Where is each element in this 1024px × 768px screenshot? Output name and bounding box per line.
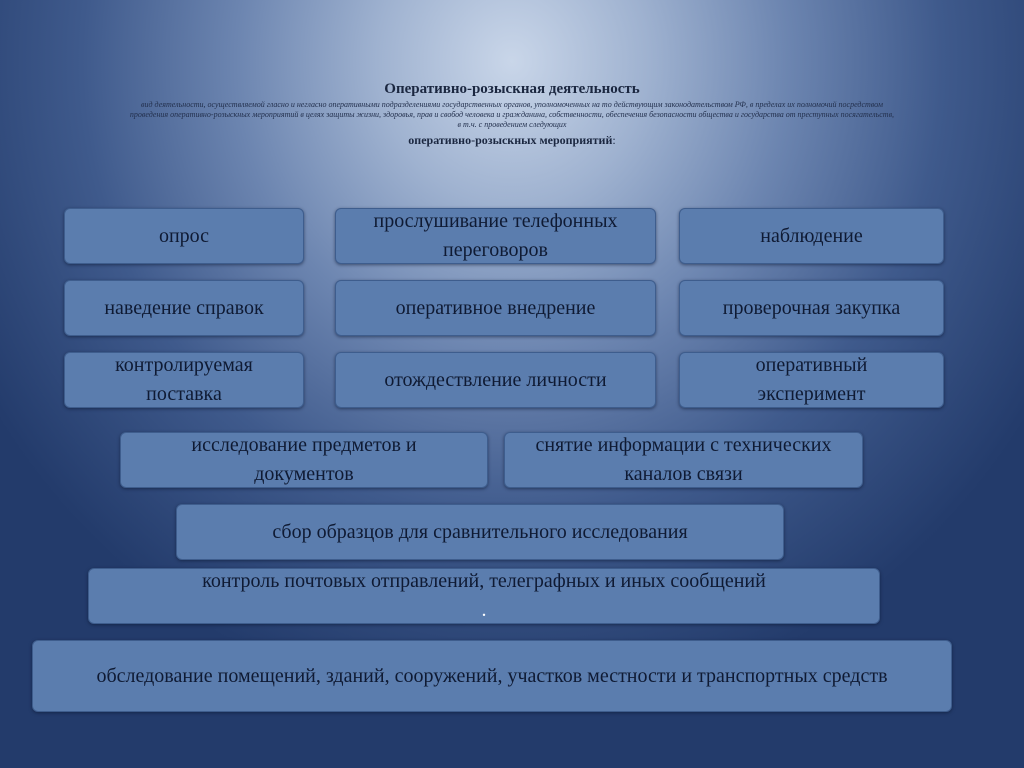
- activity-label: наблюдение: [760, 224, 863, 247]
- subtitle: [40, 132, 984, 148]
- activity-box-observation: [679, 208, 944, 264]
- activity-box-tech-channels: [504, 432, 863, 488]
- page-title: Оперативно-розыскная деятельность: [384, 81, 640, 97]
- heading: [40, 80, 984, 148]
- activity-box-inspection: [32, 640, 952, 712]
- activity-label-text: контроль почтовых отправлений, телеграфных и иных сообщений: [202, 570, 766, 592]
- activity-label: опрос: [158, 224, 210, 247]
- activity-label: прослушивание телефонных переговоров: [373, 210, 618, 261]
- definition-line: проведения оперативно-розыскных мероприятий в целях защиты жизни, здоровья, прав и свобод человека и гражданина, собственности, обеспечения безопасности общества и государства от преступных посягательств,: [129, 110, 895, 119]
- activity-label: обследование помещений, зданий, сооружений, участков местности и транспортных средств: [96, 664, 888, 687]
- activity-label: сбор образцов для сравнительного исследования: [272, 520, 688, 543]
- activity-label: контролируемая поставка: [115, 354, 253, 405]
- definition-line: в т.ч. с проведением следующих: [457, 120, 567, 129]
- activity-box-controlled-delivery: [64, 352, 304, 408]
- activity-box-samples: [176, 504, 784, 560]
- activity-label: [202, 567, 766, 625]
- activity-box-inquiries: [64, 280, 304, 336]
- activity-box-survey: [64, 208, 304, 264]
- definition-line: вид деятельности, осуществляемой гласно и негласно оперативными подразделениями государственных органов, уполномоченных на то действующим законодательством РФ, в пределах их полномочий посредством: [141, 100, 883, 109]
- activity-box-infiltration: [335, 280, 656, 336]
- activity-box-documents-study: [120, 432, 488, 488]
- activity-box-experiment: [679, 352, 944, 408]
- definition-text: [40, 100, 984, 130]
- activity-label: проверочная закупка: [722, 296, 901, 319]
- activity-label: оперативный эксперимент: [755, 354, 868, 405]
- activity-label: наведение справок: [104, 296, 264, 319]
- activity-label-dot: .: [481, 599, 487, 621]
- subtitle-colon: :: [612, 133, 616, 147]
- activity-label: оперативное внедрение: [395, 296, 596, 319]
- activity-box-test-purchase: [679, 280, 944, 336]
- activity-box-identification: [335, 352, 656, 408]
- activity-label: отождествление личности: [384, 368, 607, 391]
- subtitle-text: оперативно-розыскных мероприятий: [408, 133, 613, 147]
- activity-label: снятие информации с технических каналов связи: [535, 434, 832, 485]
- activity-label: исследование предметов и документов: [191, 434, 417, 485]
- activity-box-wiretap: [335, 208, 656, 264]
- activity-box-mail-control: [88, 568, 880, 624]
